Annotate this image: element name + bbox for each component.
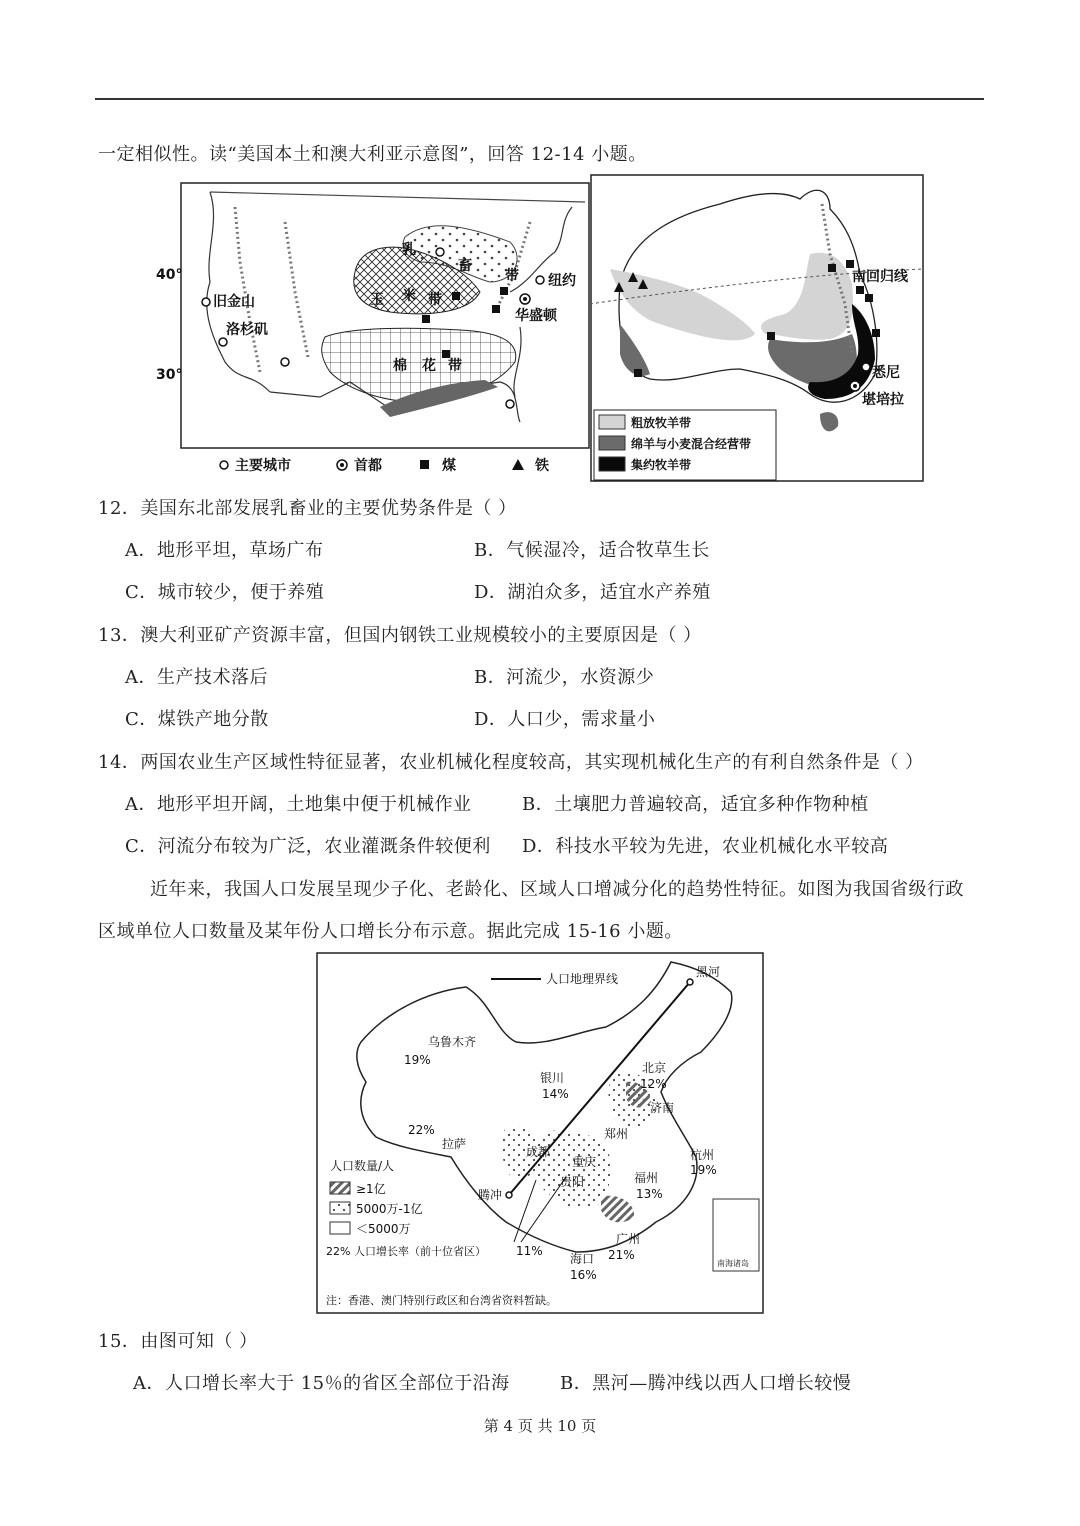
capital-center bbox=[523, 297, 527, 301]
belt-char: 乳 bbox=[402, 242, 416, 258]
lat-40: 40° bbox=[156, 267, 183, 283]
city-dot bbox=[281, 358, 289, 366]
place-chongqing: 重庆 bbox=[572, 1155, 597, 1169]
coal-marker bbox=[872, 329, 880, 337]
legend-intensive: 集约牧羊带 bbox=[631, 458, 692, 472]
place-chengdu: 成都 bbox=[526, 1145, 551, 1159]
legend-intensive-swatch bbox=[599, 457, 625, 471]
place-zhengzhou: 郑州 bbox=[604, 1127, 629, 1141]
coal-marker bbox=[452, 292, 460, 300]
q13-option-d: D．人口少，需求量小 bbox=[474, 709, 656, 730]
place-heihe: 黑河 bbox=[696, 965, 721, 979]
belt-char: 棉 bbox=[393, 358, 407, 374]
inset-label: 南海诸岛 bbox=[717, 1259, 749, 1268]
place-haikou: 海口 bbox=[570, 1252, 595, 1266]
q13-stem: 13．澳大利亚矿产资源丰富，但国内钢铁工业规模较小的主要原因是（ ） bbox=[98, 625, 702, 646]
coal-marker bbox=[442, 350, 450, 358]
q12-option-a: A．地形平坦，草场广布 bbox=[125, 540, 324, 561]
q14-option-b: B．土壤肥力普遍较高，适宜多种作物种植 bbox=[522, 794, 869, 815]
place-hangzhou: 杭州 bbox=[690, 1148, 715, 1162]
legend-50m-100m-swatch bbox=[330, 1202, 350, 1214]
q14-stem: 14．两国农业生产区域性特征显著，农业机械化程度较高，其实现机械化生产的有利自然条件是（ ） bbox=[98, 752, 924, 773]
rate-tibet: 22% bbox=[408, 1123, 435, 1137]
place-tengchong: 腾冲 bbox=[478, 1188, 503, 1202]
q13-option-a: A．生产技术落后 bbox=[125, 667, 268, 688]
city-dot bbox=[536, 276, 544, 284]
australia-map bbox=[590, 174, 924, 482]
coal-marker bbox=[856, 286, 864, 294]
map-note: 注：香港、澳门特别行政区和台湾省资料暂缺。 bbox=[326, 1294, 557, 1307]
label-sydney: 悉尼 bbox=[872, 365, 900, 381]
coal-marker bbox=[500, 287, 508, 295]
legend-line-label: 人口地理界线 bbox=[546, 972, 619, 986]
heihe-dot bbox=[687, 979, 693, 985]
place-guangzhou: 广州 bbox=[616, 1232, 641, 1246]
passage-line-2: 区域单位人口数量及某年份人口增长分布示意。据此完成 15-16 小题。 bbox=[98, 921, 683, 942]
legend-mixed: 绵羊与小麦混合经营带 bbox=[631, 437, 752, 451]
legend-50m-100m: 5000万-1亿 bbox=[356, 1202, 423, 1216]
q12-option-d: D．湖泊众多，适宜水产养殖 bbox=[474, 582, 711, 603]
legend-iron-triangle bbox=[512, 459, 524, 470]
place-fuzhou: 福州 bbox=[634, 1171, 659, 1185]
passage-line-1: 近年来，我国人口发展呈现少子化、老龄化、区域人口增减分化的趋势性特征。如图为我国省级行政 bbox=[150, 879, 964, 900]
city-washington: 华盛顿 bbox=[515, 308, 557, 324]
place-jinan: 济南 bbox=[650, 1101, 675, 1115]
rate-ningxia: 14% bbox=[542, 1087, 569, 1101]
legend-capital-center bbox=[340, 463, 344, 467]
coal-marker bbox=[634, 369, 642, 377]
place-lhasa: 拉萨 bbox=[442, 1137, 467, 1151]
q12-option-b: B．气候湿冷，适合牧草生长 bbox=[474, 540, 710, 561]
q12-stem: 12．美国东北部发展乳畜业的主要优势条件是（ ） bbox=[98, 498, 517, 519]
rate-guangdong: 21% bbox=[608, 1248, 635, 1262]
place-urumqi: 乌鲁木齐 bbox=[428, 1035, 477, 1049]
legend-under-50m-swatch bbox=[330, 1222, 350, 1234]
usa-map bbox=[156, 182, 590, 477]
belt-char: 带 bbox=[505, 268, 519, 284]
legend-capital: 首都 bbox=[354, 458, 382, 474]
place-yinchuan: 银川 bbox=[540, 1071, 565, 1085]
city-dot bbox=[436, 248, 444, 256]
rate-fujian: 13% bbox=[636, 1187, 663, 1201]
legend-over-100m-swatch bbox=[330, 1182, 350, 1194]
city-dot bbox=[202, 298, 210, 306]
legend-under-50m: ＜5000万 bbox=[356, 1222, 411, 1236]
label-tropic: 南回归线 bbox=[852, 269, 908, 285]
tengchong-dot bbox=[506, 1192, 512, 1198]
legend-extensive: 粗放牧羊带 bbox=[631, 416, 692, 430]
rate-beijing: 12% bbox=[640, 1077, 667, 1091]
legend-coal-square bbox=[420, 460, 429, 469]
label-canberra: 堪培拉 bbox=[862, 392, 904, 408]
china-map bbox=[316, 952, 764, 1314]
legend-extensive-swatch bbox=[599, 415, 625, 429]
city-dot bbox=[219, 338, 227, 346]
belt-char: 花 bbox=[422, 358, 436, 374]
q14-option-c: C．河流分布较为广泛，农业灌溉条件较便利 bbox=[125, 836, 491, 857]
rate-xinjiang: 19% bbox=[404, 1053, 431, 1067]
canberra-center bbox=[853, 384, 857, 388]
q12-option-c: C．城市较少，便于养殖 bbox=[125, 582, 325, 603]
q13-option-c: C．煤铁产地分散 bbox=[125, 709, 269, 730]
coal-marker bbox=[846, 260, 854, 268]
rate-hainan: 16% bbox=[570, 1268, 597, 1282]
q14-option-d: D．科技水平较为先进，农业机械化水平较高 bbox=[522, 836, 889, 857]
coal-marker bbox=[828, 264, 836, 272]
legend-city-dot bbox=[220, 461, 228, 469]
legend-mixed-swatch bbox=[599, 436, 625, 450]
belt-char: 米 bbox=[402, 288, 416, 304]
coal-marker bbox=[865, 294, 873, 302]
legend-coal: 煤 bbox=[442, 458, 456, 474]
place-guiyang: 贵阳 bbox=[560, 1175, 585, 1189]
q15-option-a: A．人口增长率大于 15％的省区全部位于沿海 bbox=[133, 1373, 510, 1394]
coal-marker bbox=[492, 305, 500, 313]
lat-30: 30° bbox=[156, 367, 183, 383]
page-footer: 第 4 页 共 10 页 bbox=[483, 1417, 597, 1435]
belt-char: 玉 bbox=[370, 292, 384, 308]
sydney-dot bbox=[862, 363, 870, 371]
place-beijing: 北京 bbox=[642, 1061, 667, 1075]
legend-city: 主要城市 bbox=[235, 458, 291, 474]
header-rule bbox=[95, 98, 984, 100]
belt-char: 带 bbox=[428, 292, 442, 308]
city-new-york: 纽约 bbox=[548, 273, 576, 289]
legend-rate: 22% 人口增长率（前十位省区） bbox=[326, 1245, 486, 1258]
q14-option-a: A．地形平坦开阔，土地集中便于机械作业 bbox=[125, 794, 472, 815]
coal-marker bbox=[422, 315, 430, 323]
belt-char: 畜 bbox=[458, 258, 472, 274]
rate-guizhou: 11% bbox=[516, 1244, 543, 1258]
legend-iron: 铁 bbox=[535, 458, 549, 474]
rate-zhejiang: 19% bbox=[690, 1163, 717, 1177]
coal-marker bbox=[767, 332, 775, 340]
q15-stem: 15．由图可知（ ） bbox=[98, 1331, 258, 1352]
city-los-angeles: 洛杉矶 bbox=[226, 322, 268, 338]
belt-char: 带 bbox=[448, 358, 462, 374]
q13-option-b: B．河流少，水资源少 bbox=[474, 667, 655, 688]
q15-option-b: B．黑河—腾冲线以西人口增长较慢 bbox=[560, 1373, 852, 1394]
city-dot bbox=[506, 400, 514, 408]
city-san-francisco: 旧金山 bbox=[213, 294, 255, 310]
intro-line: 一定相似性。读“美国本土和澳大利亚示意图”，回答 12-14 小题。 bbox=[98, 144, 647, 165]
legend-title: 人口数量/人 bbox=[330, 1159, 395, 1173]
legend-over-100m: ≥1亿 bbox=[356, 1182, 386, 1196]
